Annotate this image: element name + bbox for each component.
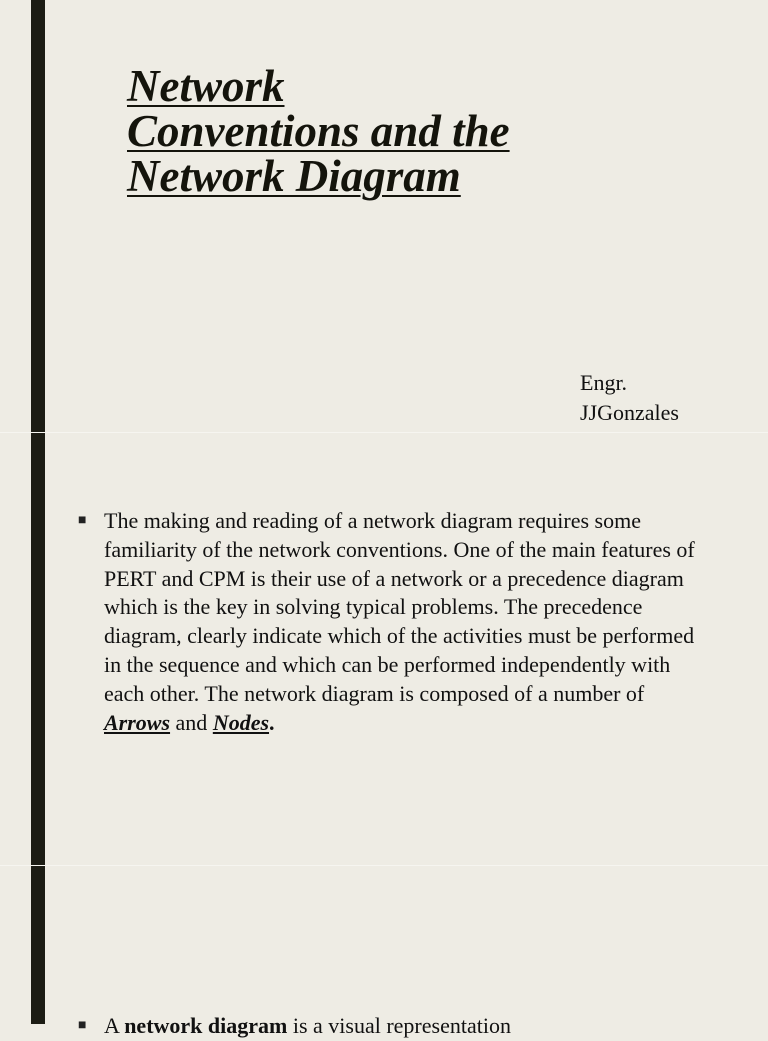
bullet-paragraph bbox=[104, 1012, 698, 1041]
connector-text: and bbox=[170, 709, 213, 735]
term-network-diagram: network diagram bbox=[124, 1013, 288, 1038]
slide-network-conventions bbox=[0, 433, 768, 865]
accent-bar bbox=[31, 866, 45, 1024]
square-bullet-icon: ■ bbox=[78, 1018, 87, 1033]
slide-network-diagram-definition bbox=[0, 866, 768, 1038]
author-line-1: Engr. bbox=[580, 370, 628, 395]
title-line-1: Network bbox=[127, 61, 285, 111]
slide-title bbox=[0, 0, 768, 432]
author-line-2: JJGonzales bbox=[580, 400, 679, 425]
paragraph-text: The making and reading of a network diagram requires some familiarity of the network conventions. One of the main features of PERT and CPM is their use of a network or a precedence diagram which is the key in solving typical problems. The precedence diagram, clearly indicate which of the activities must be performed in the sequence and which can be performed independently with each other. The network diagram is composed of a number of bbox=[104, 508, 695, 706]
accent-bar bbox=[31, 0, 45, 432]
author-name bbox=[580, 368, 679, 428]
end-punctuation: . bbox=[269, 709, 275, 735]
square-bullet-icon: ■ bbox=[78, 513, 87, 528]
accent-bar bbox=[31, 433, 45, 865]
text-rest: is a visual representation bbox=[287, 1013, 511, 1038]
term-nodes: Nodes bbox=[212, 709, 270, 735]
page-title bbox=[127, 61, 687, 201]
title-line-2: Conventions and the bbox=[127, 106, 510, 156]
bullet-paragraph bbox=[104, 507, 698, 737]
text-start: A bbox=[104, 1013, 119, 1038]
title-line-3: Network Diagram bbox=[127, 151, 461, 201]
term-arrows: Arrows bbox=[104, 709, 171, 735]
bullet-item bbox=[78, 507, 698, 737]
bullet-item bbox=[78, 1012, 698, 1041]
